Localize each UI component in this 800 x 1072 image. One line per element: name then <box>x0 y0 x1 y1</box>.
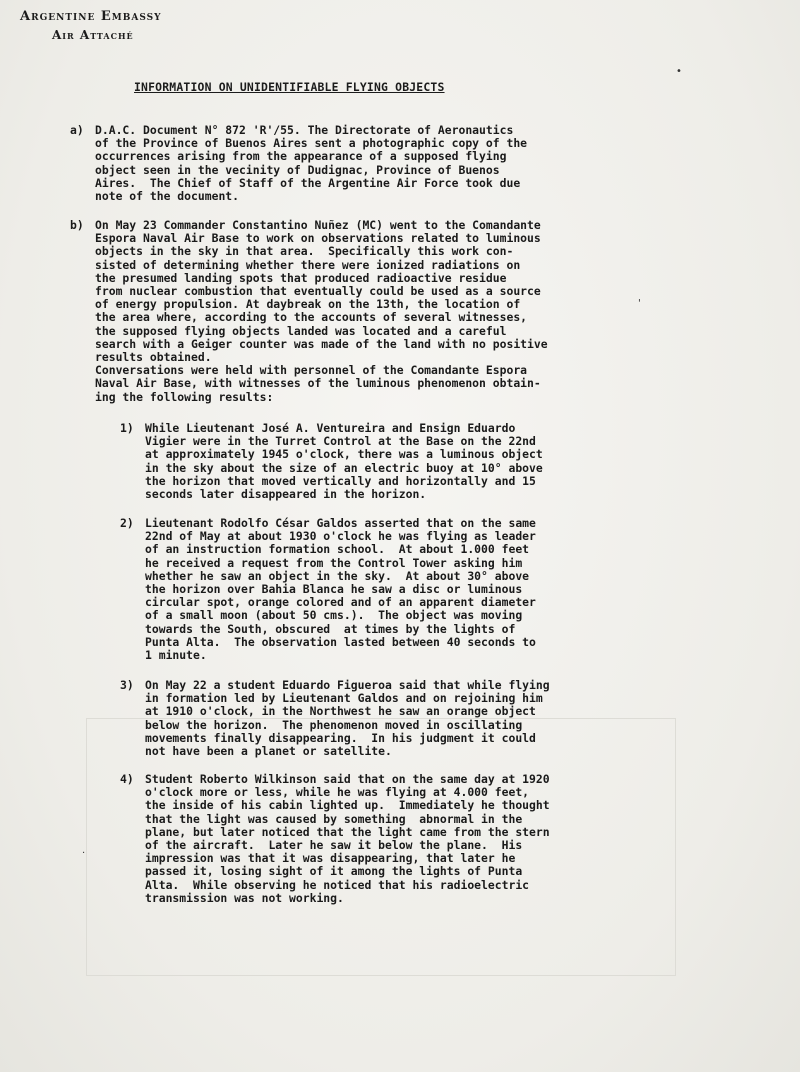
letterhead <box>20 8 162 44</box>
letterhead-air-attache: Air Attaché <box>52 28 134 42</box>
letterhead-embassy: Argentine Embassy <box>20 9 162 24</box>
speck-mark: ' <box>638 298 641 309</box>
speck-mark: • <box>676 66 682 77</box>
item-b-label: b) <box>70 218 84 232</box>
subitem-2-text: Lieutenant Rodolfo César Galdos asserted that on the same 22nd of May at about 1930 o'clock he was flying as leader of an instruction formation school. At about 1.000 feet he received a request from the Control Tower asking him whether he saw an object in the sky. At about 30° above the horizon over Bahia Blanca he saw a disc or luminous circular spot, orange colored and of an apparent diameter of a small moon (about 50 cms.). The object was moving towards the South, obscured at times by the lights of Punta Alta. The observation lasted between 40 seconds to 1 minute. <box>145 516 536 663</box>
subitem-4-label: 4) <box>120 772 134 786</box>
item-a-text: D.A.C. Document N° 872 'R'/55. The Directorate of Aeronautics of the Province of Buenos Aires sent a photographic copy of the occurrences arising from the appearance of a supposed flying object seen in the vecinity of Dudignac, Province of Buenos Aires. The Chief of Staff of the Argentine Air Force took due note of the document. <box>95 123 528 204</box>
item-b-text: On May 23 Commander Constantino Nuñez (MC) went to the Comandante Espora Naval Air Base to work on observations related to luminous objects in the sky in that area. Specifically this work con- sisted of determining whether there were ionized radiations on the presumed landing spots that produced radioactive residue from nuclear combustion that eventually could be used as a source of energy propulsion. At daybreak on the 13th, the location of the area where, according to the accounts of several witnesses, the supposed flying objects landed was located and a careful search with a Geiger counter was made of the land with no positive results obtained. Conversations were held with personnel of the Comandante Espora Naval Air Base, with witnesses of the luminous phenomenon obtain- ing the following results: <box>95 218 548 404</box>
speck-mark: · <box>82 848 86 859</box>
subitem-3-label: 3) <box>120 678 134 692</box>
document-title: INFORMATION ON UNIDENTIFIABLE FLYING OBJECTS <box>134 80 445 94</box>
item-a-label: a) <box>70 123 84 137</box>
subitem-4-text: Student Roberto Wilkinson said that on the same day at 1920 o'clock more or less, while he was flying at 4.000 feet, the inside of his cabin lighted up. Immediately he thought that the light was caused by something abnormal in the plane, but later noticed that the light came from the stern of the aircraft. Later he saw it below the plane. His impression was that it was disappearing, that later he passed it, losing sight of it among the lights of Punta Alta. While observing he noticed that his radioelectric transmission was not working. <box>145 772 550 905</box>
subitem-1-text: While Lieutenant José A. Ventureira and Ensign Eduardo Vigier were in the Turret Control at the Base on the 22nd at approximately 1945 o'clock, there was a luminous object in the sky about the size of an electric buoy at 10° above the horizon that moved vertically and horizontally and 15 seconds later disappeared in the horizon. <box>145 421 543 502</box>
subitem-2-label: 2) <box>120 516 134 530</box>
subitem-3-text: On May 22 a student Eduardo Figueroa said that while flying in formation led by Lieutenant Galdos and on rejoining him at 1910 o'clock, in the Northwest he saw an orange object below the horizon. The phenomenon moved in oscillating movements finally disappearing. In his judgment it could not have been a planet or satellite. <box>145 678 550 759</box>
subitem-1-label: 1) <box>120 421 134 435</box>
